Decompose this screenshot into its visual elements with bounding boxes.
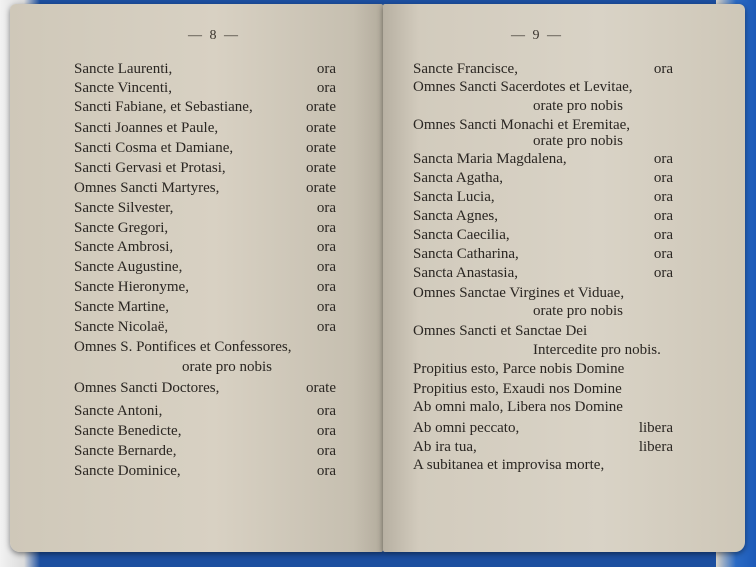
response-text: Intercedite pro nobis. — [533, 342, 661, 358]
response-text: ora — [316, 80, 336, 96]
invocation-text: Omnes Sancti Doctores, — [74, 380, 220, 396]
invocation-text: Sancte Silvester, — [74, 200, 174, 216]
response-text: orate — [306, 180, 336, 196]
response-text: orate — [306, 99, 336, 115]
response-text: ora — [316, 239, 336, 255]
response-text: ora — [316, 463, 336, 479]
invocation-text: Omnes Sancti et Sanctae Dei — [413, 323, 588, 339]
invocation-text: Sancti Joannes et Paule, — [74, 120, 219, 136]
response-text: ora — [316, 319, 336, 335]
litany-lines — [10, 4, 383, 552]
left-page — [10, 4, 383, 552]
response-text: orate — [306, 160, 336, 176]
response-text: ora — [653, 189, 673, 205]
invocation-text: Omnes Sancti Sacerdotes et Levitae, — [413, 79, 633, 95]
invocation-text: Omnes Sanctae Virgines et Viduae, — [413, 285, 625, 301]
invocation-text: Sancte Ambrosi, — [74, 239, 174, 255]
invocation-text: Sancti Fabiane, et Sebastiane, — [74, 99, 253, 115]
invocation-text: Sancte Augustine, — [74, 259, 183, 275]
invocation-text: Sancte Vincenti, — [74, 80, 172, 96]
page-number: — 9 — — [511, 28, 563, 43]
invocation-text: Ab ira tua, — [413, 439, 477, 455]
invocation-text: Sancta Agatha, — [413, 170, 503, 186]
invocation-text: Sancta Anastasia, — [413, 265, 518, 281]
response-text: ora — [316, 220, 336, 236]
response-text: ora — [653, 208, 673, 224]
response-text: ora — [653, 265, 673, 281]
response-text: ora — [653, 61, 673, 77]
response-text: orate — [306, 120, 336, 136]
response-text: orate pro nobis — [533, 98, 623, 114]
invocation-text: Sancte Hieronyme, — [74, 279, 189, 295]
invocation-text: Sancta Lucia, — [413, 189, 495, 205]
invocation-text: Sancte Dominice, — [74, 463, 181, 479]
response-text: ora — [316, 403, 336, 419]
invocation-text: Sancte Nicolaë, — [74, 319, 169, 335]
invocation-text: Sancta Catharina, — [413, 246, 519, 262]
invocation-text: Propitius esto, Exaudi nos Domine — [413, 381, 622, 397]
invocation-text: A subitanea et improvisa morte, — [413, 457, 605, 473]
response-text: orate — [306, 140, 336, 156]
invocation-text: Propitius esto, Parce nobis Domine — [413, 361, 625, 377]
response-text: ora — [316, 299, 336, 315]
response-text: ora — [653, 246, 673, 262]
response-text: ora — [653, 227, 673, 243]
invocation-text: Sancte Bernarde, — [74, 443, 177, 459]
response-text: ora — [316, 423, 336, 439]
invocation-text: Sancte Laurenti, — [74, 61, 173, 77]
response-text: ora — [653, 151, 673, 167]
response-text: orate pro nobis — [533, 303, 623, 319]
invocation-text: Omnes Sancti Monachi et Eremitae, — [413, 117, 631, 133]
response-text: libera — [638, 439, 673, 455]
response-text: ora — [316, 443, 336, 459]
invocation-text: Sancta Maria Magdalena, — [413, 151, 567, 167]
invocation-text: Omnes Sancti Martyres, — [74, 180, 220, 196]
response-text: orate — [306, 380, 336, 396]
invocation-text: Omnes S. Pontifices et Confessores, — [74, 339, 292, 355]
response-text: ora — [316, 259, 336, 275]
invocation-text: Sancte Martine, — [74, 299, 169, 315]
response-text: orate pro nobis — [182, 359, 272, 375]
invocation-text: Sancta Agnes, — [413, 208, 498, 224]
response-text: ora — [316, 61, 336, 77]
invocation-text: Sancta Caecilia, — [413, 227, 510, 243]
response-text: orate pro nobis — [533, 133, 623, 149]
response-text: ora — [316, 200, 336, 216]
invocation-text: Sancte Benedicte, — [74, 423, 182, 439]
response-text: ora — [316, 279, 336, 295]
invocation-text: Sancte Francisce, — [413, 61, 518, 77]
page-number: — 8 — — [188, 28, 240, 43]
response-text: libera — [638, 420, 673, 436]
litany-lines — [383, 4, 745, 552]
invocation-text: Sancte Antoni, — [74, 403, 163, 419]
invocation-text: Ab omni malo, Libera nos Domine — [413, 399, 623, 415]
response-text: ora — [653, 170, 673, 186]
invocation-text: Sancte Gregori, — [74, 220, 169, 236]
right-page — [383, 4, 745, 552]
invocation-text: Ab omni peccato, — [413, 420, 520, 436]
invocation-text: Sancti Gervasi et Protasi, — [74, 160, 226, 176]
invocation-text: Sancti Cosma et Damiane, — [74, 140, 234, 156]
